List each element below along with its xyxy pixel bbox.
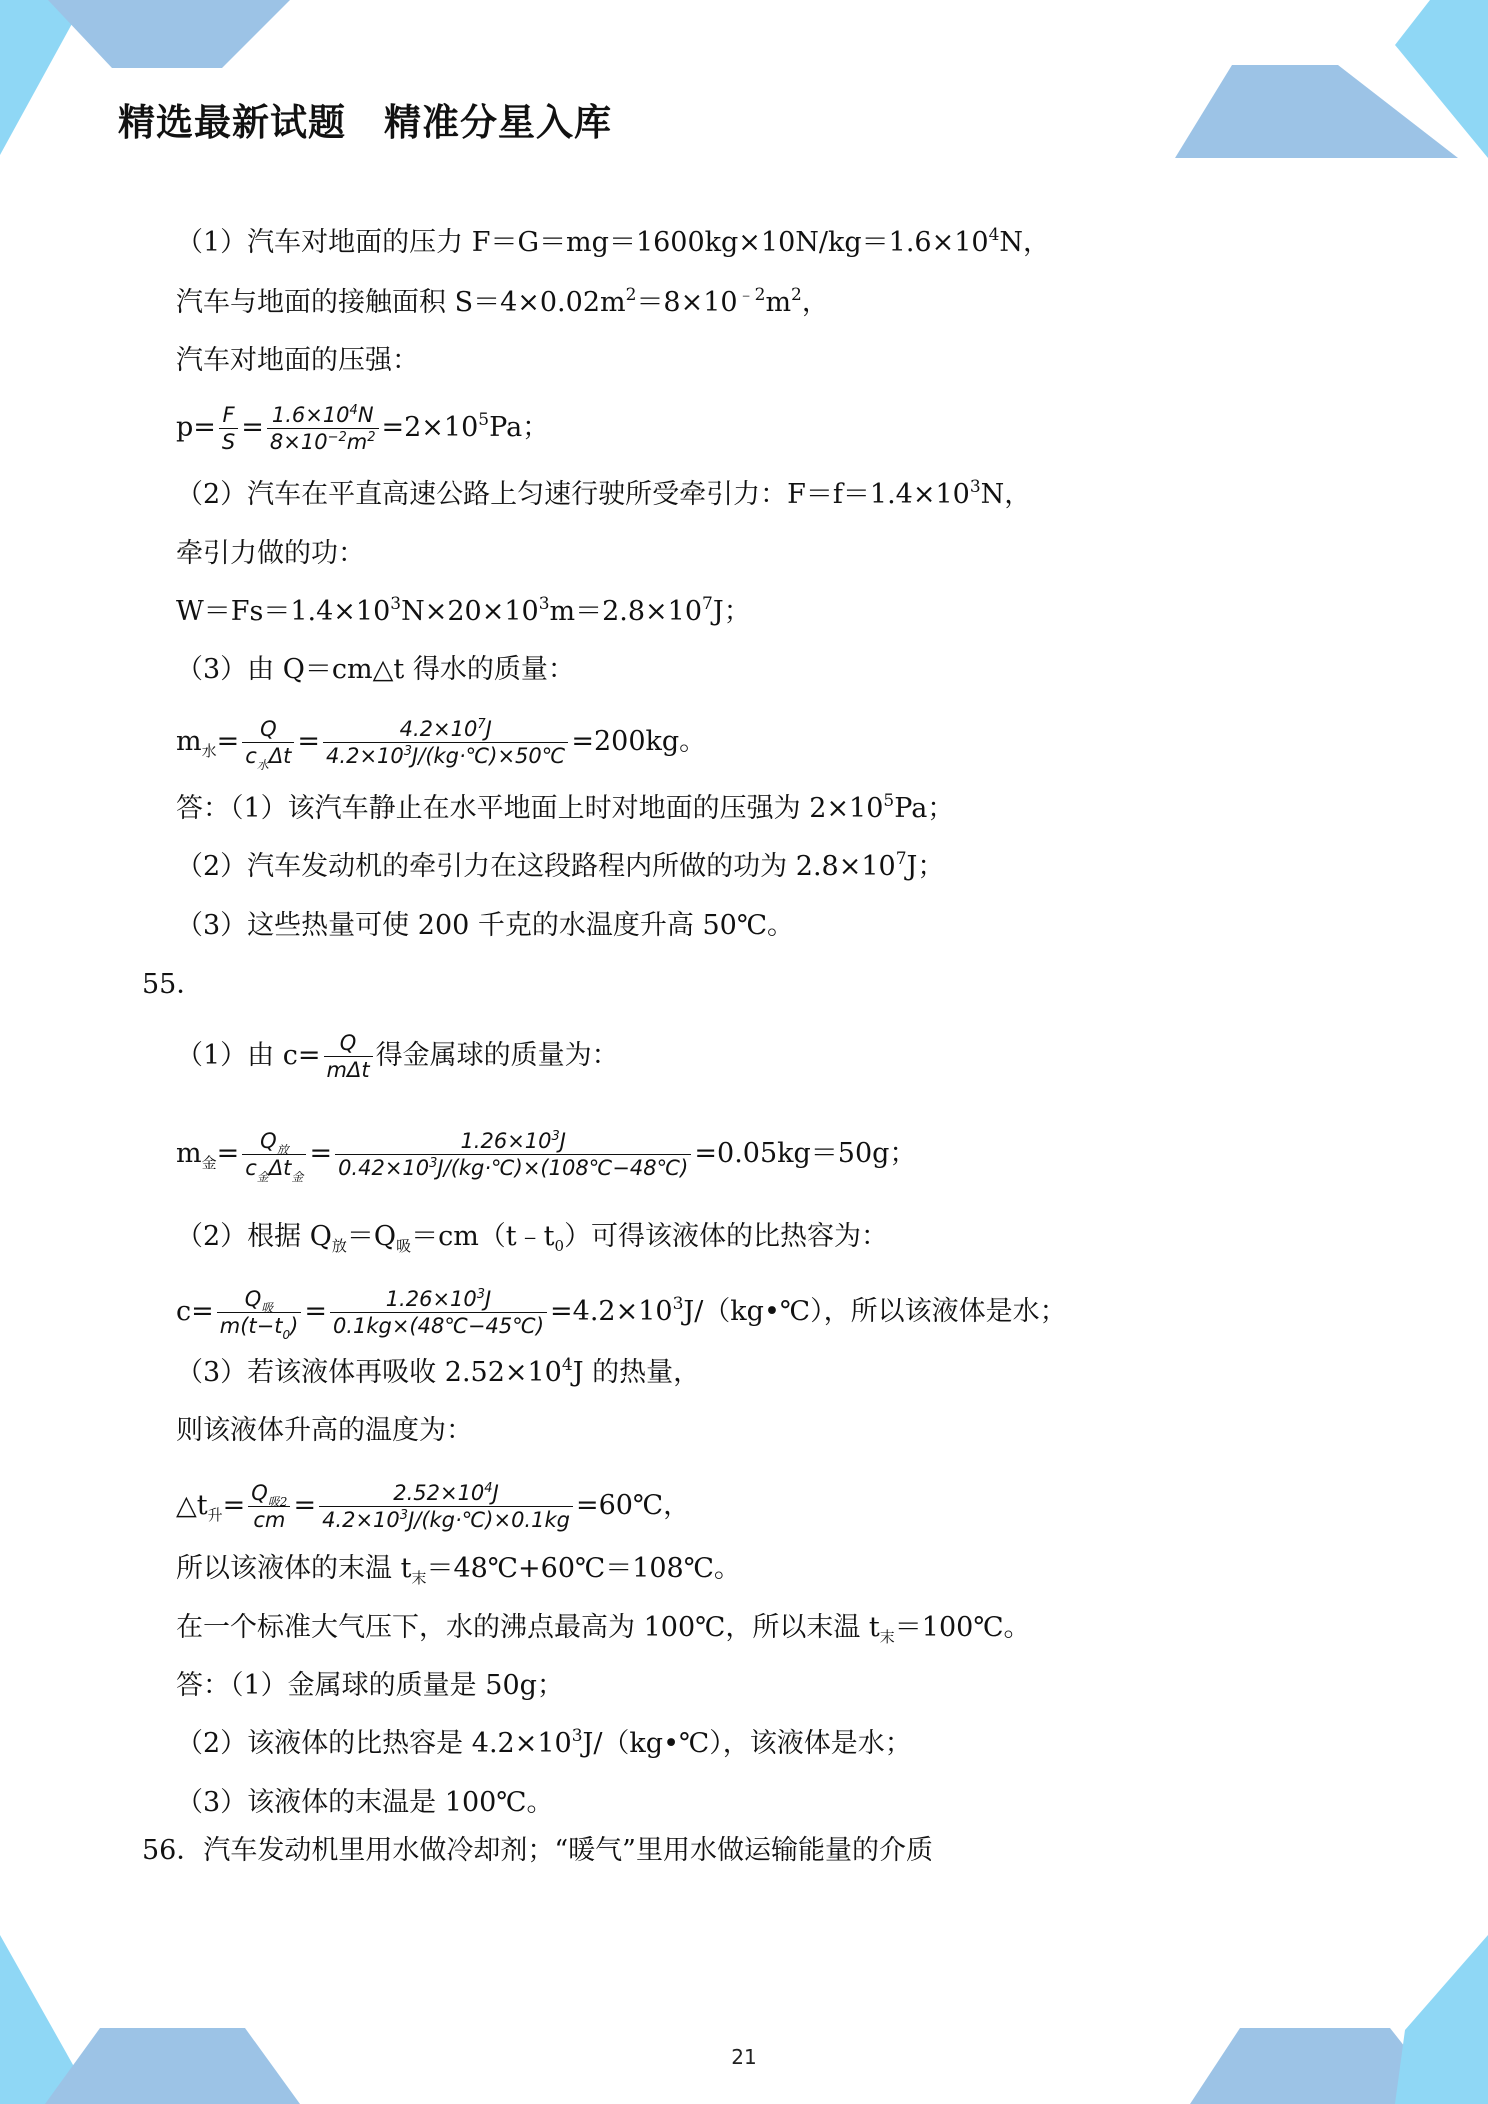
text-line: 答：（1）该汽车静止在水平地面上时对地面的压强为 $2\times 10^5Pa$； [176,791,955,824]
text-line: 56．汽车发动机里用水做冷却剂；“暖气”里用水做运输能量的介质 [142,1835,933,1866]
header-title: 精选最新试题 精准分星入库 [118,101,612,144]
text-line: 在一个标准大气压下，水的沸点最高为 100℃，所以末温 $t_末=100℃$。 [176,1612,1031,1646]
text-line: （3）若该液体再吸收 $2.52\times 10^4J$ 的热量， [176,1355,701,1388]
fraction: $\frac{Q}{\text{mΔt}}$ [324,1030,373,1083]
text-line: 牵引力做的功： [176,538,365,569]
formula-line: c= $\frac{Q_吸}{m(t-t_0)}$ = $\frac{1.26\times 10^3J}{0.1kg\times(48℃-45℃)}$ $=4.2\times 10^3J/(kg•℃)$，所以该液体是水； [176,1287,1067,1342]
formula-line: p= $\frac{F}{S}$ = $\frac{1.6\times 10^4N}{8\times 10^{-2}m^2}$ $=2\times 10^5Pa$； [176,403,550,454]
fraction: $\frac{Q}{c_水\Delta t}$ [242,716,294,769]
text-line: 则该液体升高的温度为： [176,1415,473,1446]
fraction: $\frac{1.26\times 10^3J}{0.42\times 10^3J/(kg\cdot℃)\times(108℃-48℃)}$ [335,1128,691,1181]
formula-line: $m_金=$ $\frac{Q_放}{c_金\Delta t_金}$ = $\frac{1.26\times 10^3J}{0.42\times 10^3J/(kg\cdot℃)\times(108℃-48℃)}$ =0.05kg＝50g； [176,1129,917,1184]
fraction: $\frac{Q_吸}{m(t-t_0)}$ [217,1286,302,1339]
formula-line: $\triangle t_升=$ $\frac{Q_{吸2}}{cm}$ = $\frac{2.52\times 10^4J}{4.2\times 10^3J/(kg\cdot℃)\times 0.1kg}$ =60℃， [176,1481,691,1532]
text-line: 汽车对地面的压强： [176,345,419,376]
page-number: 21 [731,2045,757,2069]
fraction: $\frac{1.26\times 10^3J}{0.1kg\times(48℃-45℃)}$ [330,1286,547,1339]
text-line: $W=Fs=1.4\times 10^3N\times 20\times 10^3m=2.8\times 10^7J$； [176,594,751,627]
fraction: $\frac{Q_{吸2}}{cm}$ [248,1480,290,1533]
question-number: 55． [142,969,204,1000]
text-line: （2）根据 $Q_放=Q_吸=cm(t﹣t_0)$可得该液体的比热容为： [176,1221,889,1255]
text-line: （2）该液体的比热容是 $4.2\times 10^3J/(kg•℃)$，该液体是水； [176,1726,912,1759]
text-line: 答：（1）金属球的质量是 50g； [176,1670,564,1701]
text-line: （2）汽车发动机的牵引力在这段路程内所做的功为 $2.8\times 10^7J$； [176,849,945,882]
fraction: $\frac{1.6\times 10^4N}{8\times 10^{-2}m^2}$ [267,402,379,455]
text-line: 汽车与地面的接触面积 $S=4\times 0.02m^2=8\times 10^{﹣2}m^2$， [176,285,829,318]
fraction: $\frac{2.52\times 10^4J}{4.2\times 10^3J/(kg\cdot℃)\times 0.1kg}$ [319,1480,573,1533]
text-line: （2）汽车在平直高速公路上匀速行驶所受牵引力：$F=f=1.4\times 10^3N$， [176,477,1032,510]
text-line: （3）该液体的末温是 100℃。 [176,1787,554,1818]
deco-bottom-right-triangle [1395,1935,1488,2104]
text-line: （3）这些热量可使 200 千克的水温度升高 50℃。 [176,910,795,941]
fraction: $\frac{4.2\times 10^7J}{4.2\times 10^3J/(kg\cdot℃)\times 50℃}$ [323,716,568,769]
text-line: 所以该液体的末温 $t_末=48℃+60℃=108℃$。 [176,1553,741,1587]
deco-top-right-trapezoid [1175,65,1458,158]
text-line: （1）汽车对地面的压力 $F=G=mg=1600kg\times 10N/kg=1.6\times 10^4N$， [176,225,1051,258]
formula-line: （1）由 c= $\frac{Q}{\text{mΔt}}$ 得金属球的质量为： [176,1031,619,1082]
text-line: （3）由 Q＝cm△t 得水的质量： [176,654,575,685]
fraction: $\frac{Q_放}{c_金\Delta t_金}$ [242,1128,306,1181]
deco-top-left-trapezoid [48,0,290,68]
fraction: $\frac{F}{S}$ [219,402,238,455]
formula-line: $m_水=$ $\frac{Q}{c_水\Delta t}$ = $\frac{4.2\times 10^7J}{4.2\times 10^3J/(kg\cdot℃)\times 50℃}$ =200kg。 [176,717,707,772]
